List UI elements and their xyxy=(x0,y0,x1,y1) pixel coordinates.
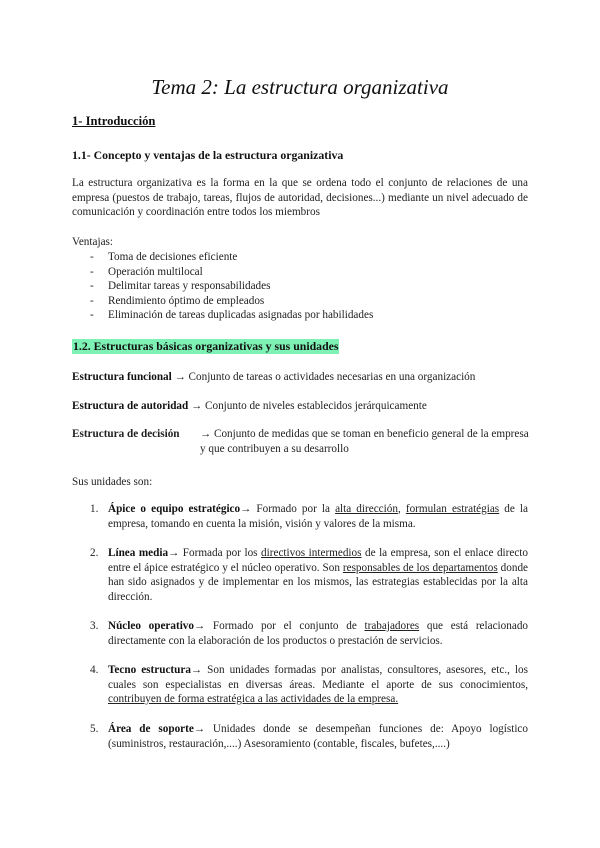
ventajas-list xyxy=(90,250,373,323)
item-number: 2. xyxy=(90,547,99,559)
subheading-concepto: 1.1- Concepto y ventajas de la estructura organizativa xyxy=(72,148,344,162)
unit-item: 5. Área de soporte→ Unidades donde se desempeñan funciones de: Apoyo logístico (suministros, restauración,....) Asesoramiento (contable, fiscales, bufetes,....) xyxy=(90,723,528,750)
item-number: 1. xyxy=(90,503,99,515)
def-autoridad: → Conjunto de niveles establecidos jerárquicamente xyxy=(188,400,427,412)
underlined-phrase: trabajadores xyxy=(364,620,420,632)
list-item: - Toma de decisiones eficiente xyxy=(90,251,238,263)
def-funcional: → Conjunto de tareas o actividades necesarias en una organización xyxy=(171,371,476,383)
definition-autoridad xyxy=(72,399,528,414)
underlined-phrase: responsables de los departamentos xyxy=(342,561,498,574)
ventajas-label: Ventajas: xyxy=(72,236,114,248)
unit-item: 3. Núcleo operativo→ Formado por el conjunto de trabajadores que está relacionado directamente con la elaboración de los productos o prestación de servicios. xyxy=(90,620,529,647)
unit-item: 4. Tecno estructura→ Son unidades formadas por analistas, consultores, asesores, etc., los cuales son especialistas en diversas áreas. Mediante el aporte de sus conocimientos, contribuyen de forma estratégica a las actividades de la empresa. xyxy=(90,664,528,705)
term-funcional: Estructura funcional xyxy=(72,371,172,383)
highlighted-subheading-estructuras: 1.2. Estructuras básicas organizativas y sus unidades xyxy=(73,339,339,353)
unit-term: Área de soporte xyxy=(108,723,194,735)
definition-funcional xyxy=(72,370,528,385)
section-heading-introduccion: 1- Introducción xyxy=(72,114,156,128)
def-decision: → Conjunto de medidas que se toman en beneficio general de la empresa y que contribuyen a su desarrollo xyxy=(200,428,529,455)
list-item: - Delimitar tareas y responsabilidades xyxy=(90,280,271,293)
unit-item: 2. Línea media→ Formada por los directivos intermedios de la empresa, son el enlace directo entre el ápice estratégico y el núcleo operativo. Son responsables de los departamentos donde han sido asignados y de implementar en los mismos, las estrategias establecidas por la alta dirección. xyxy=(90,547,529,603)
underlined-phrase: directivos intermedios xyxy=(261,547,362,559)
units-label: Sus unidades son: xyxy=(72,476,153,488)
underlined-phrase: alta dirección xyxy=(335,503,398,515)
page-title: Tema 2: La estructura organizativa xyxy=(151,75,449,99)
item-number: 3. xyxy=(90,620,99,632)
item-number: 5. xyxy=(90,723,99,735)
unit-term: Ápice o equipo estratégico xyxy=(108,503,241,515)
unit-term: Núcleo operativo xyxy=(108,620,194,632)
list-item: - Eliminación de tareas duplicadas asignadas por habilidades xyxy=(90,309,374,322)
definition-decision xyxy=(72,427,529,455)
list-item: - Rendimiento óptimo de empleados xyxy=(90,294,265,307)
intro-paragraph: La estructura organizativa es la forma en la que se ordena todo el conjunto de relaciones de una empresa (puestos de trabajo, tareas, flujos de autoridad, decisiones...) mediante un nivel adecuado de comunicación y coordinación entre todos los miembros xyxy=(72,177,528,218)
list-item: - Operación multilocal xyxy=(90,265,203,278)
item-number: 4. xyxy=(90,664,99,676)
underlined-phrase: , contribuyen de forma estratégica a las actividades de la empresa. xyxy=(108,678,528,705)
unit-term: Línea media xyxy=(108,547,169,559)
term-decision: Estructura de decisión xyxy=(72,428,180,440)
underlined-phrase: formulan estratégias xyxy=(405,503,500,515)
term-autoridad: Estructura de autoridad xyxy=(72,400,189,412)
unit-term: Tecno estructura xyxy=(108,664,191,676)
unit-item: 1. Ápice o equipo estratégico→ Formado por la alta dirección, formulan estratégias de la empresa, tomando en cuenta la misión, visión y valores de la misma. xyxy=(90,503,528,530)
